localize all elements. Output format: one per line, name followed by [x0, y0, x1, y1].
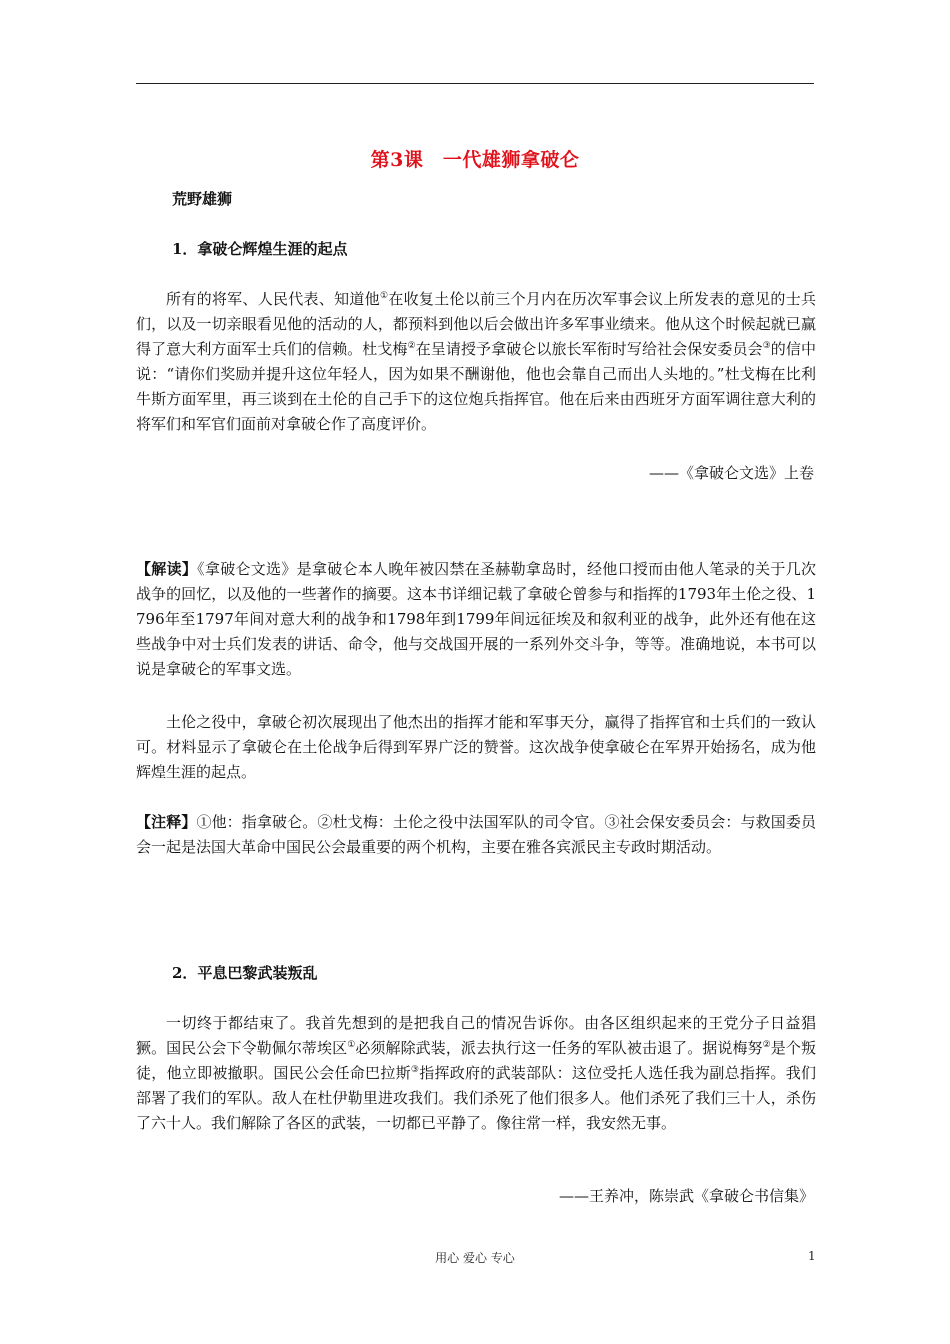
lesson-title: 第3课 一代雄狮拿破仑 — [370, 149, 580, 171]
section2-heading: 2．平息巴黎武装叛乱 — [172, 964, 318, 982]
zhushi-paragraph: 【注释】①他：指拿破仑。②杜戈梅：土伦之役中法国军队的司令官。③社会保安委员会：与救国委员会一起是法国大革命中国民公会最重要的两个机构，主要在雅各宾派民主专政时期活动。 — [136, 813, 816, 856]
analysis-paragraph: 土伦之役中，拿破仑初次展现出了他杰出的指挥才能和军事天分，赢得了指挥官和士兵们的一致认可。材料显示了拿破仑在土伦战争后得到军界广泛的赞誉。这次战争使拿破仑在军界开始扬名，成为他辉煌生涯的起点。 — [136, 713, 816, 781]
page-footer: 用心 爱心 专心 — [435, 1251, 515, 1265]
jiedu-paragraph: 【解读】《拿破仑文选》是拿破仑本人晚年被囚禁在圣赫勒拿岛时，经他口授而由他人笔录的关于几次战争的回忆，以及他的一些著作的摘要。这本书详细记载了拿破仑曾参与和指挥的1793年土伦之役、1796年至1797年间对意大利的战争和1798年到1799年间远征埃及和叙利亚的战争，此外还有他在这些战争中对士兵们发表的讲话、命令，他与交战国开展的一系列外交斗争，等等。准确地说，本书可以说是拿破仑的军事文选。 — [136, 560, 816, 678]
jiedu-label: 【解读】 — [136, 560, 198, 578]
page-number: 1 — [808, 1249, 816, 1263]
subtitle: 荒野雄狮 — [172, 190, 233, 208]
header-rule — [136, 83, 814, 84]
zhushi-label: 【注释】 — [136, 813, 197, 831]
section2-source: ——王养冲，陈崇武《拿破仑书信集》 — [558, 1187, 814, 1205]
section2-paragraph: 一切终于都结束了。我首先想到的是把我自己的情况告诉你。由各区组织起来的王党分子日益猖獗。国民公会下令勒佩尔蒂埃区①必须解除武装，派去执行这一任务的军队被击退了。据说梅努②是个叛徒，他立即被撤职。国民公会任命巴拉斯③指挥政府的武装部队：这位受托人选任我为副总指挥。我们部署了我们的军队。敌人在杜伊勒里进攻我们。我们杀死了他们很多人。他们杀死了我们三十人，杀伤了六十人。我们解除了各区的武装，一切都已平静了。像往常一样，我安然无事。 — [136, 1014, 816, 1132]
section1-paragraph: 所有的将军、人民代表、知道他①在收复土伦以前三个月内在历次军事会议上所发表的意见的士兵们，以及一切亲眼看见他的活动的人，都预料到他以后会做出许多军事业绩来。他从这个时候起就已赢得了意大利方面军士兵们的信赖。杜戈梅②在呈请授予拿破仑以旅长军衔时写给社会保安委员会③的信中说：“请你们奖励并提升这位年轻人，因为如果不酬谢他，他也会靠自己而出人头地的。”杜戈梅在比利牛斯方面军里，再三谈到在土伦的自己手下的这位炮兵指挥官。他在后来由西班牙方面军调往意大利的将军们和军官们面前对拿破仑作了高度评价。 — [136, 290, 816, 433]
section1-heading: 1．拿破仑辉煌生涯的起点 — [172, 240, 348, 258]
section1-source: ——《拿破仑文选》上卷 — [648, 464, 814, 482]
